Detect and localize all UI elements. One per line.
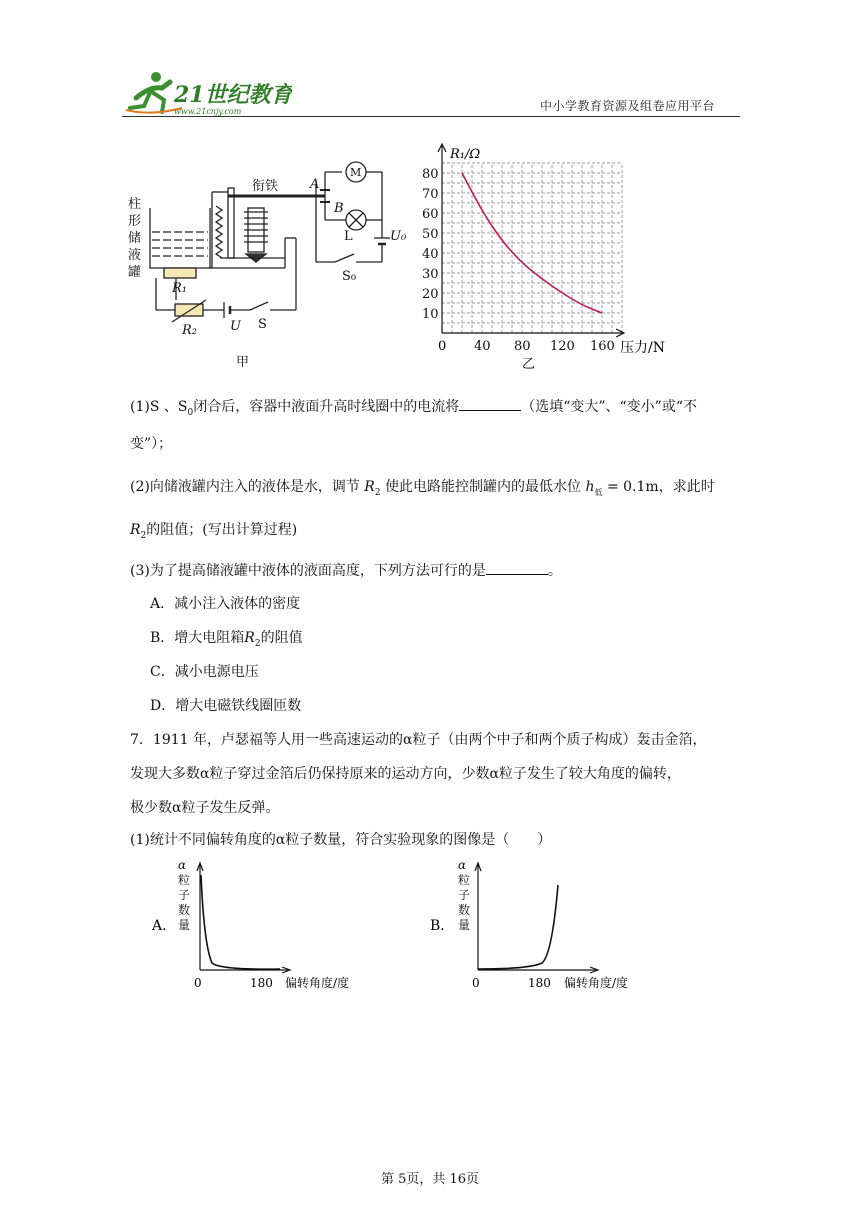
armature-label: 衔铁 xyxy=(252,179,279,194)
tank-label-4: 液 xyxy=(128,248,142,263)
q7-line2: 发现大多数α粒子穿过金箔后仍保持原来的运动方向，少数α粒子发生了较大角度的偏转， xyxy=(130,766,681,782)
q6-part3: (3)为了提高储液罐中液体的液面高度，下列方法可行的是 。 xyxy=(130,560,562,581)
tank-label-5: 罐 xyxy=(128,265,142,280)
y-tick-label: 10 xyxy=(422,307,439,322)
svg-text:量: 量 xyxy=(458,918,471,932)
y-tick-label: 50 xyxy=(422,227,439,242)
svg-text:偏转角度/度: 偏转角度/度 xyxy=(285,976,350,990)
logo xyxy=(122,68,292,118)
lamp-label: L xyxy=(344,229,353,244)
q6-part1-line1: (1)S 、$S_0$闭合后，容器中液面升高时线圈中的电流将 （选填“变大”、“变小”或“不 xyxy=(130,396,697,423)
u0-label: U₀ xyxy=(390,229,407,244)
tank-label-2: 形 xyxy=(128,214,142,229)
u-label: U xyxy=(230,319,241,334)
y-axis-label: R₁/Ω xyxy=(450,147,481,162)
svg-text:0: 0 xyxy=(194,976,202,990)
svg-text:子: 子 xyxy=(178,888,191,902)
y-tick-label: 60 xyxy=(422,207,439,222)
svg-text:偏转角度/度: 偏转角度/度 xyxy=(564,976,629,990)
y-tick-label: 70 xyxy=(422,187,439,202)
y-tick-label: 20 xyxy=(422,287,439,302)
y-tick-label: 40 xyxy=(422,247,439,262)
svg-text:量: 量 xyxy=(178,918,191,932)
header-divider xyxy=(122,116,740,117)
x-tick-label: 120 xyxy=(550,339,575,354)
figure-jia-caption: 甲 xyxy=(236,355,250,370)
option-d: D．增大电磁铁线圈匝数 xyxy=(150,698,302,714)
tank-label-1: 柱 xyxy=(128,197,142,212)
x-tick-label: 80 xyxy=(514,339,531,354)
label-a: A xyxy=(310,177,320,192)
graph-b-option-label: B． xyxy=(430,918,455,934)
s0-label: S₀ xyxy=(342,269,357,284)
logo-text: 21世纪教育 xyxy=(174,82,292,108)
answer-blank-2[interactable] xyxy=(486,560,548,575)
x-tick-label: 40 xyxy=(474,339,491,354)
svg-text:粒: 粒 xyxy=(458,873,471,887)
option-c: C．减小电源电压 xyxy=(150,664,259,680)
chart-axes xyxy=(438,144,624,337)
label-b: B xyxy=(334,201,344,216)
chart-grid xyxy=(442,163,622,333)
svg-text:180: 180 xyxy=(250,976,273,990)
r2-label: R₂ xyxy=(182,323,197,338)
svg-text:数: 数 xyxy=(458,903,471,917)
motor-label: M xyxy=(350,166,362,179)
chart-ticks xyxy=(422,167,615,354)
q7-line1: 7．1911 年，卢瑟福等人用一些高速运动的α粒子（由两个中子和两个质子构成）轰击金箔， xyxy=(130,732,707,748)
graph-a xyxy=(140,855,380,995)
r1-label: R₁ xyxy=(172,281,187,296)
q6-part2-line2: $R_2$的阻值；(写出计算过程) xyxy=(130,522,298,541)
s-label: S xyxy=(258,317,267,332)
graph-a-option-label: A． xyxy=(152,918,177,934)
page-number: 第 5页，共 16页 xyxy=(380,1172,480,1187)
header-platform-text: 中小学教育资源及组卷应用平台 xyxy=(540,99,716,113)
q7-part1: (1)统计不同偏转角度的α粒子数量，符合实验现象的图像是（ ） xyxy=(130,832,552,848)
option-a: A．减小注入液体的密度 xyxy=(150,596,301,612)
q6-part2-line1: (2)向储液罐内注入的液体是水，调节 $R_2$ 使此电路能控制罐内的最低水位 $h_低 = 0.1m$，求此时 xyxy=(130,479,715,498)
y-tick-label: 80 xyxy=(422,167,439,182)
y-tick-label: 30 xyxy=(422,267,439,282)
chart-yi xyxy=(420,140,690,375)
x-tick-label: 160 xyxy=(590,339,615,354)
svg-text:子: 子 xyxy=(458,888,471,902)
graph-b-curve xyxy=(478,885,558,969)
graph-a-curve xyxy=(201,875,280,969)
svg-text:0: 0 xyxy=(472,976,480,990)
q6-part1-line2: 变”）； xyxy=(130,436,173,452)
answer-blank-1[interactable] xyxy=(459,396,521,411)
svg-text:α: α xyxy=(458,858,467,872)
svg-text:α: α xyxy=(178,858,187,872)
svg-text:粒: 粒 xyxy=(178,873,191,887)
q7-line3: 极少数α粒子发生反弹。 xyxy=(130,800,280,816)
option-b: B．增大电阻箱$R_2$的阻值 xyxy=(150,630,303,649)
logo-url: www.21cnjy.com xyxy=(174,107,242,116)
origin-label: 0 xyxy=(438,339,447,354)
figure-yi-caption: 乙 xyxy=(522,357,536,372)
svg-text:数: 数 xyxy=(178,903,191,917)
circuit-diagram xyxy=(120,150,420,370)
x-axis-label: 压力/N xyxy=(620,340,665,356)
graph-b xyxy=(420,855,660,995)
svg-text:180: 180 xyxy=(528,976,551,990)
tank-label-3: 储 xyxy=(128,231,142,246)
